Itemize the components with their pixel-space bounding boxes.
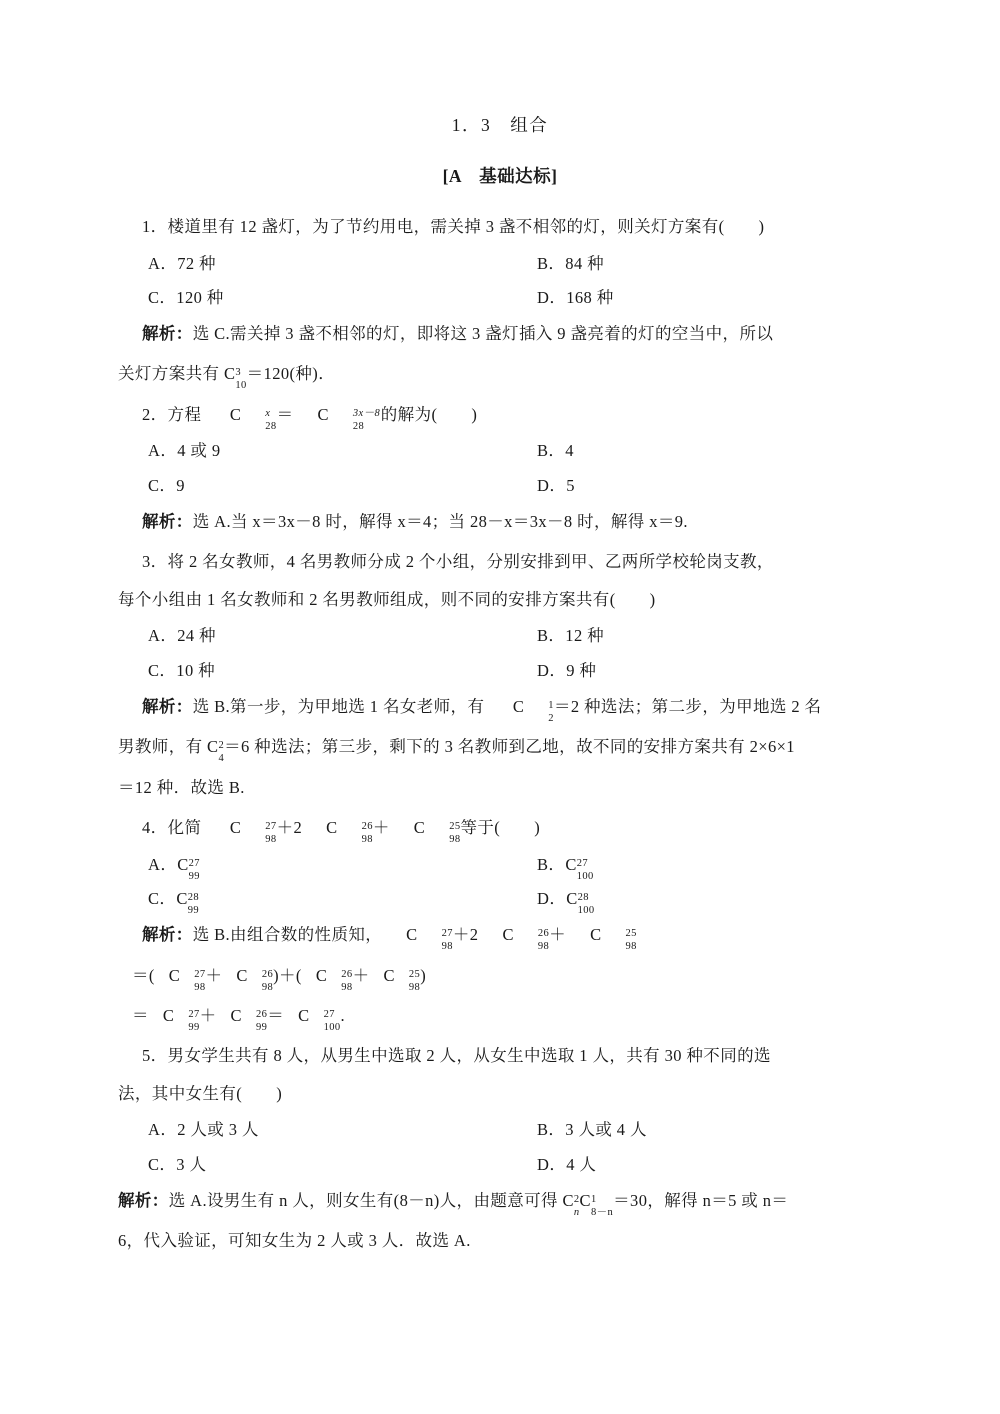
comb-superscript: 27 bbox=[188, 1008, 200, 1020]
problem-3-solution-line-3: ＝12 种．故选 B. bbox=[118, 777, 245, 797]
comb-superscript: 1 bbox=[548, 699, 554, 711]
problem-5-stem-line-1: 5．男女学生共有 8 人，从男生中选取 2 人，从女生中选取 1 人，共有 30 种不同的选 bbox=[142, 1046, 771, 1066]
problem-2 bbox=[118, 402, 882, 535]
comb-base: C bbox=[229, 818, 242, 838]
comb-base: C bbox=[383, 965, 395, 985]
comb-base: C bbox=[406, 925, 418, 945]
problem-3-options-row-2 bbox=[118, 659, 882, 684]
option-c-label: C． bbox=[148, 889, 177, 909]
combination-notation bbox=[562, 1188, 580, 1218]
option-b: B．3 人或 4 人 bbox=[537, 1120, 647, 1140]
comb-base: C bbox=[207, 737, 219, 757]
combination-notation bbox=[149, 1003, 200, 1033]
combination-notation bbox=[206, 402, 277, 432]
comb-base: C bbox=[168, 965, 181, 985]
combination-notation bbox=[579, 1188, 614, 1218]
comb-superscript: 3x－8 bbox=[352, 407, 381, 419]
solution-label: 解析： bbox=[142, 925, 193, 945]
comb-superscript: 27 bbox=[576, 857, 589, 869]
option-a: A．72 种 bbox=[148, 253, 216, 273]
comb-superscript: 26 bbox=[361, 821, 373, 833]
problem-4-plus-1: ＋2 bbox=[276, 818, 303, 838]
comb-superscript: 27 bbox=[265, 821, 277, 833]
option-b-label: B． bbox=[537, 854, 566, 874]
problem-1-stem bbox=[118, 214, 882, 240]
comb-base: C bbox=[565, 854, 577, 874]
problem-3-stem-line-2 bbox=[118, 587, 882, 613]
comb-superscript: 28 bbox=[187, 892, 200, 904]
comb-base: C bbox=[579, 1190, 591, 1210]
problem-1-stem-close: ) bbox=[758, 217, 765, 236]
problem-4-stem-post: 等于( bbox=[460, 818, 501, 838]
problem-1-solution-line-2 bbox=[118, 361, 882, 392]
comb-subscript: 99 bbox=[255, 1021, 268, 1033]
solution-text-post: ) bbox=[420, 965, 427, 985]
comb-superscript: 27 bbox=[441, 928, 453, 940]
problem-2-solution-line-1 bbox=[118, 509, 882, 535]
solution-label: 解析： bbox=[142, 511, 193, 531]
combination-notation bbox=[489, 694, 554, 724]
solution-label: 解析： bbox=[142, 324, 193, 344]
problem-4-stem bbox=[118, 815, 882, 846]
combination-notation bbox=[155, 963, 206, 993]
problem-2-options-row-1 bbox=[118, 439, 882, 464]
combination-notation bbox=[382, 922, 453, 953]
problem-3 bbox=[118, 549, 882, 801]
combination-notation bbox=[223, 361, 247, 392]
comb-superscript: 27 bbox=[323, 1008, 335, 1020]
comb-subscript: n bbox=[573, 1206, 580, 1218]
option-d: D．9 种 bbox=[537, 661, 597, 681]
comb-base: C bbox=[176, 889, 188, 909]
comb-subscript: 28 bbox=[352, 420, 365, 432]
comb-subscript: 100 bbox=[323, 1021, 341, 1033]
comb-base: C bbox=[566, 889, 578, 909]
combination-notation bbox=[302, 963, 353, 993]
combination-notation bbox=[177, 853, 200, 882]
solution-op-2: ＋ bbox=[352, 965, 370, 985]
problem-1-options-row-2 bbox=[118, 286, 882, 311]
combination-notation bbox=[369, 963, 421, 993]
comb-subscript: 98 bbox=[625, 941, 637, 953]
comb-base: C bbox=[223, 364, 236, 384]
comb-superscript: 28 bbox=[577, 892, 589, 904]
solution-label: 解析： bbox=[118, 1190, 169, 1210]
option-d: D．4 人 bbox=[537, 1155, 597, 1175]
option-a: A．4 或 9 bbox=[148, 441, 221, 461]
comb-superscript: 25 bbox=[625, 928, 637, 940]
comb-subscript: 28 bbox=[265, 420, 277, 432]
solution-text-pre: 选 B.由组合数的性质知， bbox=[192, 925, 383, 945]
problem-5-solution-line-2: 6，代入验证，可知女生为 2 人或 3 人．故选 A. bbox=[118, 1231, 471, 1251]
problem-1-options-row-1 bbox=[118, 252, 882, 277]
comb-base: C bbox=[236, 965, 248, 985]
comb-base: C bbox=[229, 404, 242, 424]
option-c: C．9 bbox=[148, 476, 185, 496]
problem-4-options-row-1 bbox=[118, 853, 882, 882]
solution-text-post: ＝6 种选法；第三步，剩下的 3 名教师到乙地，故不同的安排方案共有 2×6×1 bbox=[224, 737, 795, 757]
option-c: C．3 人 bbox=[148, 1155, 207, 1175]
comb-base: C bbox=[162, 1005, 175, 1025]
comb-subscript: 98 bbox=[361, 834, 373, 846]
combination-notation bbox=[565, 853, 594, 882]
comb-subscript: 98 bbox=[261, 981, 274, 993]
comb-base: C bbox=[298, 1005, 310, 1025]
problem-1 bbox=[118, 214, 882, 392]
problem-2-options-row-2 bbox=[118, 474, 882, 499]
comb-subscript: 100 bbox=[577, 905, 595, 917]
comb-superscript: 2 bbox=[573, 1193, 580, 1205]
comb-superscript: 25 bbox=[408, 968, 421, 980]
problem-2-stem-pre: 2．方程 bbox=[142, 404, 206, 424]
problem-3-options-row-1 bbox=[118, 624, 882, 649]
option-c: C．10 种 bbox=[148, 661, 216, 681]
comb-superscript: 3 bbox=[235, 367, 241, 379]
solution-text-pre: ＝( bbox=[132, 965, 155, 985]
comb-base: C bbox=[326, 818, 338, 838]
comb-superscript: 26 bbox=[341, 968, 353, 980]
solution-op-2: ＝ bbox=[267, 1005, 285, 1025]
comb-subscript: 4 bbox=[218, 753, 225, 765]
problem-4-plus-2: ＋ bbox=[372, 818, 390, 838]
option-c bbox=[148, 887, 515, 917]
problem-1-solution-line-1 bbox=[118, 321, 882, 347]
solution-text-pre: 选 B.第一步，为甲地选 1 名女老师，有 bbox=[192, 696, 489, 716]
comb-superscript: 2 bbox=[218, 740, 225, 752]
solution-text-post: ＝2 种选法；第二步，为甲地选 2 名 bbox=[553, 696, 822, 716]
comb-subscript: 99 bbox=[188, 870, 200, 882]
option-d bbox=[515, 887, 882, 917]
option-d: D．168 种 bbox=[537, 288, 614, 308]
comb-base: C bbox=[315, 965, 328, 985]
page-title: 1．3 组合 bbox=[451, 115, 549, 135]
problem-5-stem-close: ) bbox=[276, 1083, 283, 1103]
combination-notation bbox=[566, 922, 637, 953]
combination-notation bbox=[207, 734, 225, 765]
problem-2-stem bbox=[118, 402, 882, 432]
comb-subscript: 98 bbox=[449, 834, 461, 846]
option-d-label: D． bbox=[537, 889, 567, 909]
comb-subscript: 8－n bbox=[590, 1206, 614, 1218]
solution-op-2: ＋ bbox=[549, 925, 567, 945]
comb-superscript: 1 bbox=[590, 1193, 597, 1205]
comb-base: C bbox=[502, 925, 514, 945]
combination-notation bbox=[302, 815, 373, 846]
solution-text-post: . bbox=[340, 1005, 346, 1025]
comb-subscript: 99 bbox=[187, 905, 200, 917]
problem-2-stem-close: ) bbox=[471, 404, 478, 424]
comb-base: C bbox=[317, 404, 329, 424]
problem-5 bbox=[118, 1043, 882, 1254]
problem-5-solution-line-1 bbox=[118, 1188, 882, 1218]
comb-base: C bbox=[562, 1190, 574, 1210]
combination-notation bbox=[294, 402, 381, 432]
solution-text-post: ＝30，解得 n＝5 或 n＝ bbox=[613, 1190, 789, 1210]
problem-4-stem-close: ) bbox=[534, 818, 541, 838]
comb-superscript: 26 bbox=[255, 1008, 268, 1020]
problem-4 bbox=[118, 815, 882, 1033]
problem-5-stem-text: 法，其中女生有( bbox=[118, 1083, 243, 1103]
comb-superscript: 26 bbox=[537, 928, 550, 940]
option-a-label: A． bbox=[148, 854, 178, 874]
solution-text-pre: 选 A.设男生有 n 人，则女生有(8－n)人，由题意可得 bbox=[168, 1190, 563, 1210]
combination-notation bbox=[478, 922, 550, 953]
problem-3-solution-line-2 bbox=[118, 734, 882, 765]
solution-label: 解析： bbox=[142, 696, 193, 716]
combination-notation bbox=[284, 1003, 341, 1033]
comb-superscript: 26 bbox=[261, 968, 274, 980]
comb-superscript: 27 bbox=[188, 857, 200, 869]
solution-mid: )＋( bbox=[273, 965, 302, 985]
problem-5-options-row-2 bbox=[118, 1153, 882, 1178]
comb-subscript: 98 bbox=[441, 941, 453, 953]
section-header: [A 基础达标] bbox=[442, 166, 558, 186]
problem-4-stem-pre: 4．化简 bbox=[142, 818, 206, 838]
comb-subscript: 98 bbox=[537, 941, 550, 953]
comb-base: C bbox=[230, 1005, 242, 1025]
solution-text: 选 A.当 x＝3x－8 时，解得 x＝4；当 28－x＝3x－8 时，解得 x＝9. bbox=[192, 511, 688, 531]
problem-5-stem-line-2 bbox=[118, 1081, 882, 1107]
option-a bbox=[148, 853, 515, 882]
option-a: A．24 种 bbox=[148, 626, 216, 646]
comb-superscript: x bbox=[265, 407, 271, 419]
comb-base: C bbox=[590, 925, 602, 945]
comb-subscript: 100 bbox=[576, 870, 594, 882]
option-b: B．84 种 bbox=[537, 253, 605, 273]
comb-subscript: 10 bbox=[235, 380, 247, 392]
comb-superscript: 25 bbox=[449, 821, 461, 833]
combination-notation bbox=[222, 963, 274, 993]
problem-3-stem-line-1: 3．将 2 名女教师，4 名男教师分成 2 个小组，分别安排到甲、乙两所学校轮岗支教， bbox=[142, 552, 774, 572]
combination-notation bbox=[566, 887, 595, 917]
combination-notation bbox=[206, 815, 277, 846]
comb-subscript: 98 bbox=[265, 834, 277, 846]
problem-3-solution-line-1 bbox=[118, 694, 882, 724]
solution-text-post: ＝120(种)． bbox=[246, 364, 336, 384]
comb-subscript: 99 bbox=[188, 1021, 200, 1033]
solution-text: 选 C.需关掉 3 盏不相邻的灯，即将这 3 盏灯插入 9 盏亮着的灯的空当中，所以 bbox=[192, 324, 774, 344]
combination-notation bbox=[217, 1003, 268, 1033]
solution-text-pre: 关灯方案共有 bbox=[118, 364, 224, 384]
problem-2-stem-post: 的解为( bbox=[380, 404, 438, 424]
comb-subscript: 98 bbox=[194, 981, 206, 993]
comb-base: C bbox=[512, 696, 525, 716]
solution-op-1: ＋ bbox=[205, 965, 223, 985]
comb-superscript: 27 bbox=[194, 968, 206, 980]
option-a: A．2 人或 3 人 bbox=[148, 1120, 259, 1140]
problem-2-eq: ＝ bbox=[276, 404, 294, 424]
problem-5-options-row-1 bbox=[118, 1118, 882, 1143]
comb-base: C bbox=[177, 854, 189, 874]
problem-4-solution-line-1 bbox=[118, 922, 882, 953]
option-b bbox=[515, 853, 882, 882]
solution-text-pre: 男教师，有 bbox=[118, 737, 208, 757]
option-b: B．12 种 bbox=[537, 626, 605, 646]
option-d: D．5 bbox=[537, 476, 575, 496]
comb-base: C bbox=[413, 818, 426, 838]
problem-3-stem-close: ) bbox=[649, 589, 656, 609]
problem-1-stem-text: 1．楼道里有 12 盏灯，为了节约用电，需关掉 3 盏不相邻的灯，则关灯方案有( bbox=[142, 217, 725, 236]
comb-subscript: 2 bbox=[548, 712, 554, 724]
option-b: B．4 bbox=[537, 441, 574, 461]
problem-4-solution-line-2 bbox=[118, 963, 882, 993]
comb-subscript: 98 bbox=[408, 981, 421, 993]
option-c: C．120 种 bbox=[148, 288, 224, 308]
solution-text-pre: ＝ bbox=[132, 1005, 149, 1025]
solution-op-1: ＋2 bbox=[452, 925, 479, 945]
problem-3-stem-text: 每个小组由 1 名女教师和 2 名男教师组成，则不同的安排方案共有( bbox=[118, 589, 616, 609]
comb-subscript: 98 bbox=[341, 981, 353, 993]
problem-4-options-row-2 bbox=[118, 887, 882, 917]
combination-notation bbox=[390, 815, 461, 846]
combination-notation bbox=[176, 887, 200, 917]
solution-op-1: ＋ bbox=[199, 1005, 217, 1025]
problem-4-solution-line-3 bbox=[118, 1003, 882, 1033]
